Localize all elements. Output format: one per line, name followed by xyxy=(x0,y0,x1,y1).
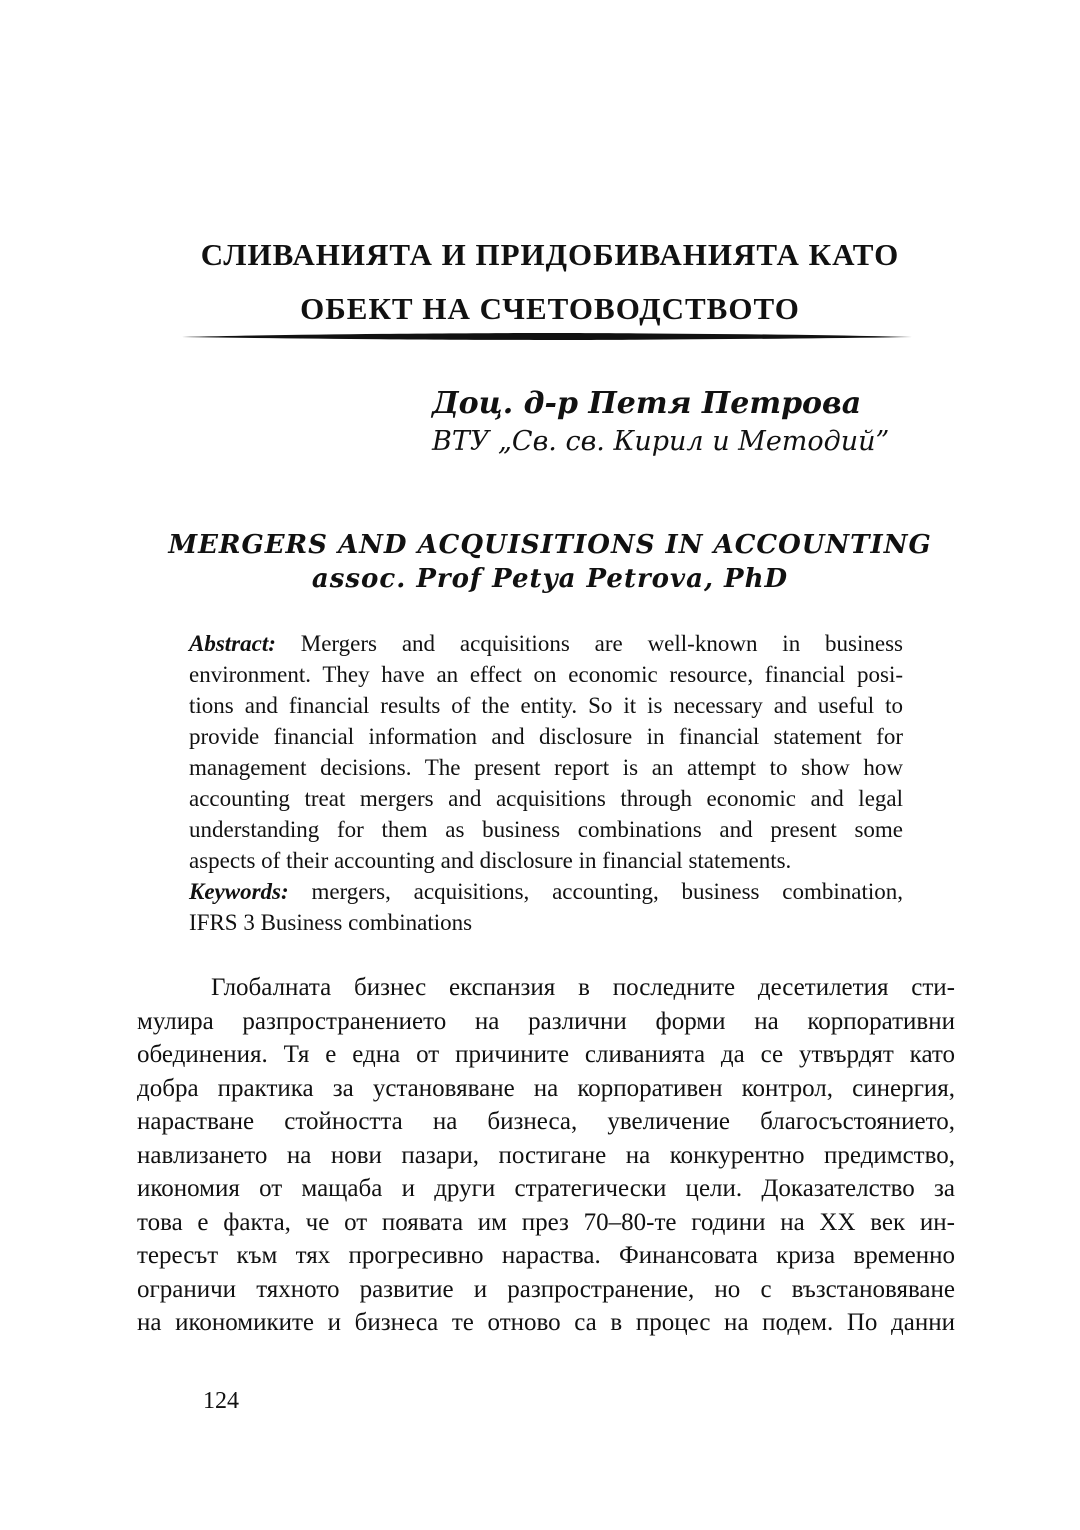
keywords-label: Keywords: xyxy=(189,879,289,904)
abstract-block xyxy=(189,628,903,938)
article-title-line-1: СЛИВАНИЯТА И ПРИДОБИВАНИЯТА КАТО xyxy=(200,237,900,272)
abstract-line: environment. They have an effect on economic resource, financial posi- xyxy=(189,662,903,687)
article-title xyxy=(150,228,950,336)
body-line: Глобалната бизнес експанзия в последните десетилетия сти- xyxy=(211,974,955,1001)
abstract-line: management decisions. The present report is an attempt to show how xyxy=(189,755,903,780)
author-name: Доц. д-р Петя Петрова xyxy=(432,386,862,421)
article-title-line-2: ОБЕКТ НА СЧЕТОВОДСТВОТО xyxy=(300,291,800,326)
body-line: добра практика за установяване на корпоративен контрол, синергия, xyxy=(137,1074,955,1102)
keywords-text: mergers, acquisitions, accounting, business combination, xyxy=(288,879,903,904)
body-line: навлизането на нови пазари, постигане на конкурентно предимство, xyxy=(137,1141,955,1169)
keywords-line xyxy=(189,876,903,907)
body-line: икономия от мащаба и други стратегически цели. Доказателство за xyxy=(137,1175,955,1202)
abstract-line: understanding for them as business combinations and present some xyxy=(189,817,903,842)
abstract-line: provide financial information and disclosure in financial statement for xyxy=(189,724,903,749)
english-title: MERGERS AND ACQUISITIONS IN ACCOUNTING xyxy=(168,530,932,560)
abstract-line: accounting treat mergers and acquisitions through economic and legal xyxy=(189,786,903,811)
page-number: 124 xyxy=(203,1388,239,1414)
abstract-line: aspects of their accounting and disclosure in financial statements. xyxy=(189,848,792,873)
body-line: това е факта, че от появата им през 70–80-те години на ХХ век ин- xyxy=(137,1208,955,1236)
title-divider xyxy=(182,330,912,342)
abstract-label: Abstract: xyxy=(189,631,276,656)
body-line: на икономиките и бизнеса те отново са в процес на подем. По данни xyxy=(137,1309,955,1336)
abstract-text: Mergers and acquisitions are well-known in business xyxy=(275,631,903,656)
body-line: нарастване стойността на бизнеса, увеличение благосъстоянието, xyxy=(137,1108,955,1135)
body-line: обединения. Тя е една от причините сливанията да се утвърдят като xyxy=(137,1041,955,1068)
body-paragraph xyxy=(137,971,955,1340)
body-line: тересът към тях прогресивно нараства. Финансовата криза временно xyxy=(137,1242,955,1269)
body-line: мулира разпространението на различни форми на корпоративни xyxy=(137,1007,955,1035)
body-line: ограничи тяхното развитие и разпространение, но с възстановяване xyxy=(137,1275,955,1303)
author-affiliation: ВТУ „Св. св. Кирил и Методий” xyxy=(432,426,890,457)
abstract-line: tions and financial results of the entity. So it is necessary and useful to xyxy=(189,693,903,718)
english-author: assoc. Prof Petya Petrova, PhD xyxy=(311,564,789,594)
abstract-line xyxy=(189,628,903,659)
keywords-line: IFRS 3 Business combinations xyxy=(189,910,473,935)
